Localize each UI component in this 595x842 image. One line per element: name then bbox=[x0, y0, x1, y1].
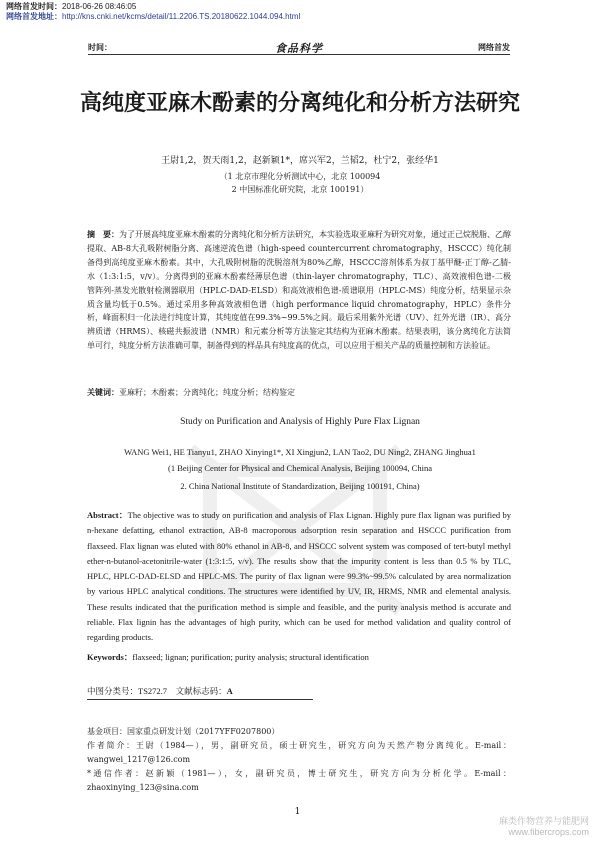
keywords-cn-label: 关键词： bbox=[87, 387, 119, 397]
running-header bbox=[88, 40, 510, 55]
footnote-divider bbox=[87, 699, 313, 700]
affiliation-1: （1 北京市理化分析测试中心，北京 100094 bbox=[219, 172, 381, 181]
english-title: Study on Purification and Analysis of Highly Pure Flax Lignan bbox=[180, 417, 420, 427]
abstract-cn-text: 为了开展高纯度亚麻木酚素的分离纯化和分析方法研究，本实验选取亚麻籽为研究对象，通过正己烷脱脂、乙醇提取、AB-8大孔吸附树脂分离、高速逆流色谱（high-speed countercurrent chromatography，HSCCC）纯化制备得到高纯度亚麻木酚素。其中，大孔吸附树脂的洗脱溶剂为80%乙醇，HSCCC溶剂体系为叔丁基甲醚-正丁醇-乙腈-水（1:3:1:5，v/v）。分离得到的亚麻木酚素经薄层色谱（thin-layer chromatography，TLC）、高效液相色谱-二极管阵列-蒸发光散射检测器联用（HPLC-DAD-ELSD）和高效液相色谱-质谱联用（HPLC-MS）纯度分析，结果显示杂质含量均低于0.5%。通过采用多种高效液相色谱（high performance liquid chromatography，HPLC）条件分析，峰面积归一化法进行纯度计算，其纯度值在99.3%~99.5%之间。最后采用紫外光谱（UV）、红外光谱（IR）、高分辨质谱（HRMS）、核磁共振波谱（NMR）和元素分析等方法鉴定其结构为亚麻木酚素。结果表明，该分离纯化方法简单可行，纯度分析方法准确可靠，制备得到的样品具有纯度高的优点，可以应用于相关产品的质量控制和方法验证。 bbox=[87, 230, 511, 351]
footnotes bbox=[87, 725, 511, 795]
keywords-en-text: flaxseed; lignan; purification; purity analysis; structural identification bbox=[132, 652, 369, 662]
pub-time-label: 网络首发时间： bbox=[6, 2, 62, 11]
paper-title: 高纯度亚麻木酚素的分离纯化和分析方法研究 bbox=[80, 90, 521, 116]
corner-watermark-url: www.fibercrops.com bbox=[508, 827, 589, 837]
author-list: 王尉1,2，贺天雨1,2，赵新颖1*，席兴军2，兰韬2，杜宁2，张经华1 bbox=[161, 156, 439, 166]
corner-watermark bbox=[499, 816, 589, 838]
abstract-en-text: The objective was to study on purification and analysis of Flax Lignan. Highly pure flax lignan was purified by n-hexane defatting, ethanol extraction, AB-8 macroporous adsorption resin separation and HSCCC purification from flaxseed. Flax lignan was eluted with 80% ethanol in AB-8, and HSCCC solvent system was composed of tert-butyl methyl ether-n-butanol-acetonitrile-water (1:3:1:5, v/v). The results show that the impurity content is less than 0.5 % by TLC, HPLC, HPLC-DAD-ELSD and HPLC-MS. The purity of flax lignan were 99.3%~99.5% calculated by area normalization by various HPLC analytical conditions. The structures were identified by UV, IR, HRMS, NMR and elemental analysis. These results indicated that the purification method is simple and feasible, and the purity analysis method is accurate and reliable. Flax lignin has the advantages of high purity, which can be used for method validation and quality control of regarding products. bbox=[87, 510, 511, 643]
classification-line bbox=[87, 685, 233, 697]
pub-url-line bbox=[6, 11, 300, 22]
clc-label: 中图分类号： bbox=[87, 686, 139, 696]
doc-code-label: 文献标志码： bbox=[175, 686, 227, 696]
abstract-cn bbox=[87, 228, 511, 353]
keywords-cn bbox=[87, 387, 511, 398]
keywords-cn-text: 亚麻籽；木酚素；分离纯化；纯度分析；结构鉴定 bbox=[119, 388, 295, 397]
header-right: 网络首发 bbox=[478, 43, 510, 52]
author-bio-note: 作者简介：王尉（1984—），男，副研究员，硕士研究生，研究方向为天然产物分离纯化。E-mail：wangwei_1217@126.com bbox=[87, 741, 511, 764]
abstract-en-label: Abstract： bbox=[87, 510, 128, 520]
corresponding-author-note: *通信作者：赵新颖（1981—），女，副研究员，博士研究生，研究方向为分析化学。E-mail：zhaoxinying_123@sina.com bbox=[87, 769, 511, 792]
abstract-cn-label: 摘 要： bbox=[87, 229, 119, 239]
pub-url-link[interactable]: http://kns.cnki.net/kcms/detail/11.2206.TS.20180622.1044.094.html bbox=[62, 12, 301, 21]
clc-value: TS272.7 bbox=[138, 686, 168, 696]
english-affiliation-2: 2. China National Institute of Standardization, Beijing 100191, China) bbox=[180, 481, 420, 491]
affiliation-2: 2 中国标准化研究院，北京 100191） bbox=[231, 185, 369, 194]
fund-note: 基金项目：国家重点研发计划（2017YFF0207800） bbox=[87, 727, 280, 736]
journal-logo: 食品科学 bbox=[275, 43, 323, 55]
pub-url-label: 网络首发地址： bbox=[6, 12, 62, 21]
english-authors: WANG Wei1, HE Tianyu1, ZHAO Xinying1*, XI Xingjun2, LAN Tao2, DU Ning2, ZHANG Jinghua1 bbox=[124, 447, 476, 457]
english-affiliation-1: (1 Beijing Center for Physical and Chemical Analysis, Beijing 100094, China bbox=[168, 463, 432, 473]
abstract-en bbox=[87, 508, 511, 646]
keywords-en-label: Keywords： bbox=[87, 652, 133, 662]
header-left: 时间： bbox=[88, 43, 112, 52]
keywords-en bbox=[87, 651, 511, 663]
pub-time-value: 2018-06-26 08:46:05 bbox=[62, 2, 137, 11]
page-number: 1 bbox=[294, 807, 301, 817]
doc-code-value: A bbox=[226, 686, 233, 696]
corner-watermark-cn: 麻类作物营养与能肥网 bbox=[498, 816, 589, 826]
